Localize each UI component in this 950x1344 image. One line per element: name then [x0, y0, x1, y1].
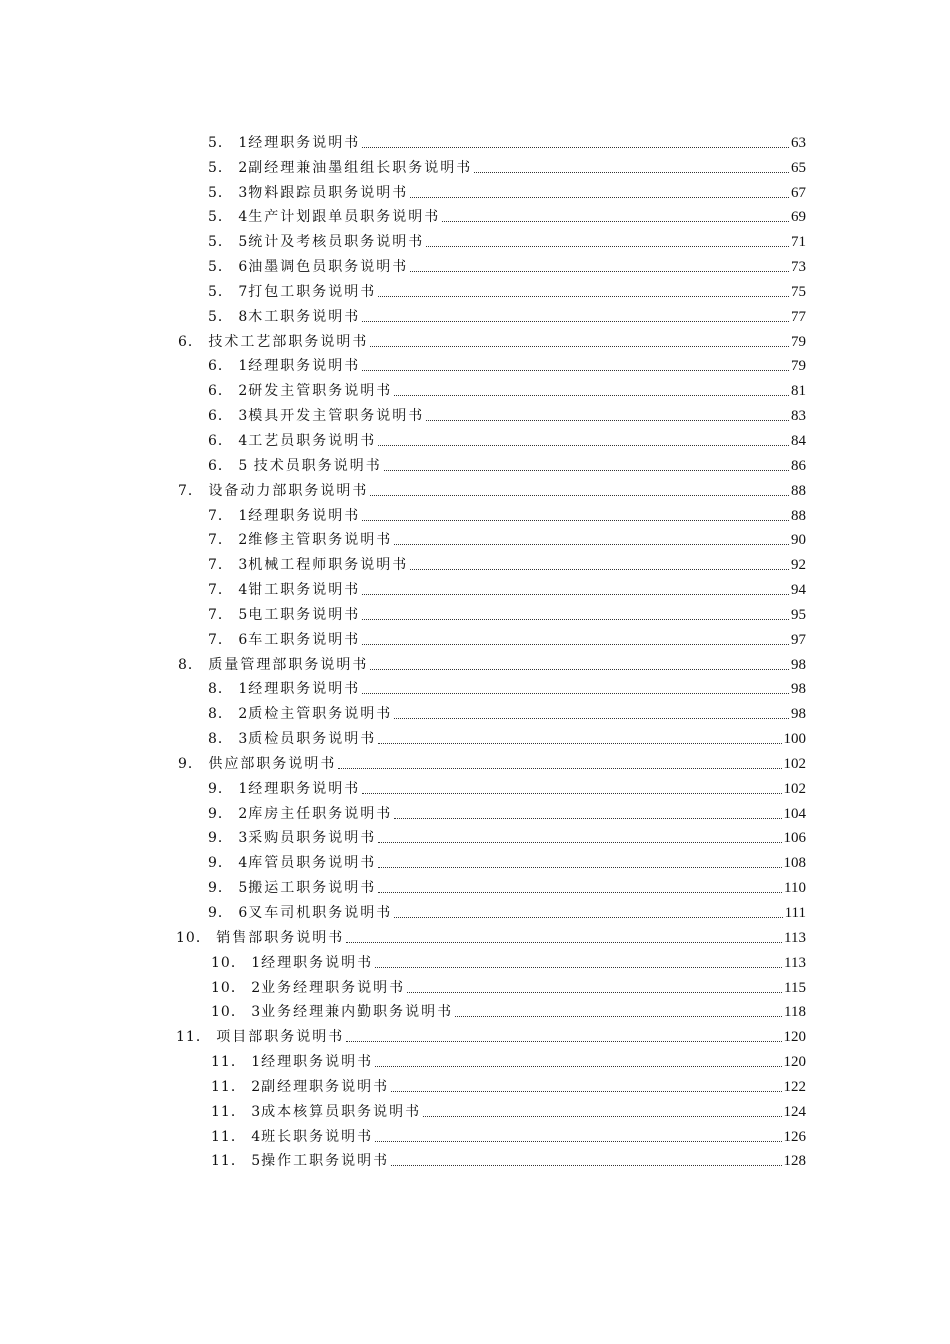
toc-entry-title: 经理职务说明书	[248, 780, 361, 797]
toc-entry-number: 9． 3	[208, 830, 249, 847]
toc-entry[interactable]	[0, 475, 950, 500]
toc-entry-title: 质检主管职务说明书	[248, 706, 393, 723]
toc-entry-page: 98	[791, 656, 806, 673]
toc-entry[interactable]	[0, 326, 950, 351]
toc-entry-page: 92	[791, 557, 806, 574]
toc-entry-number: 9． 2	[208, 805, 249, 822]
toc-entry-number: 10．	[176, 929, 217, 946]
toc-entry-title: 副经理兼油墨组组长职务说明书	[248, 159, 473, 176]
toc-entry-number: 8． 2	[208, 706, 249, 723]
toc-entry-title: 车工职务说明书	[248, 631, 361, 648]
toc-entry-number: 11． 2	[211, 1078, 262, 1095]
toc-entry-page: 97	[791, 631, 806, 648]
toc-entry-page: 79	[791, 358, 806, 375]
toc-entry-page: 90	[791, 532, 806, 549]
toc-entry-number: 9． 1	[208, 780, 249, 797]
toc-entry[interactable]	[0, 1071, 950, 1096]
toc-entry-page: 84	[791, 432, 806, 449]
toc-entry-title: 班长职务说明书	[261, 1128, 374, 1145]
toc-entry-page: 126	[783, 1128, 806, 1145]
toc-entry-title: 经理职务说明书	[248, 507, 361, 524]
toc-dot-leader	[391, 1091, 781, 1092]
toc-dot-leader	[346, 942, 782, 943]
toc-dot-leader	[423, 1116, 781, 1117]
toc-entry-title: 质量管理部职务说明书	[208, 656, 369, 673]
toc-dot-leader	[384, 470, 789, 471]
toc-entry-title: 模具开发主管职务说明书	[248, 408, 425, 425]
toc-entry-title: 工艺员职务说明书	[248, 432, 377, 449]
toc-entry[interactable]	[0, 251, 950, 276]
table-of-contents	[0, 127, 950, 1170]
toc-dot-leader	[394, 917, 782, 918]
toc-entry-page: 98	[791, 706, 806, 723]
toc-entry-title: 机械工程师职务说明书	[248, 557, 409, 574]
toc-entry[interactable]	[0, 599, 950, 624]
toc-entry-number: 10． 3	[211, 1004, 262, 1021]
toc-dot-leader	[370, 669, 789, 670]
toc-dot-leader	[394, 818, 781, 819]
toc-entry[interactable]	[0, 773, 950, 798]
toc-dot-leader	[375, 1141, 781, 1142]
toc-dot-leader	[442, 221, 789, 222]
toc-entry-page: 75	[791, 283, 806, 300]
toc-entry-number: 5． 6	[208, 259, 249, 276]
toc-entry-title: 叉车司机职务说明书	[248, 905, 393, 921]
toc-entry-page: 100	[783, 731, 806, 748]
toc-entry[interactable]	[0, 674, 950, 699]
toc-entry-title: 油墨调色员职务说明书	[248, 259, 409, 276]
toc-entry-number: 6．	[178, 333, 209, 350]
toc-entry[interactable]	[0, 872, 950, 897]
toc-entry-number: 7． 5	[208, 606, 249, 623]
toc-entry[interactable]	[0, 723, 950, 748]
toc-entry[interactable]	[0, 375, 950, 400]
toc-entry-number: 9． 4	[208, 855, 249, 872]
toc-dot-leader	[378, 867, 781, 868]
toc-entry-number: 6． 5	[208, 457, 254, 474]
toc-entry-page: 79	[791, 333, 806, 350]
toc-dot-leader	[370, 346, 789, 347]
toc-dot-leader	[378, 892, 782, 893]
toc-entry-number: 5． 2	[208, 159, 249, 176]
toc-entry-title: 经理职务说明书	[261, 954, 374, 971]
toc-entry-title: 经理职务说明书	[248, 134, 361, 151]
toc-entry-page: 69	[791, 209, 806, 226]
toc-entry-title: 库房主任职务说明书	[248, 805, 393, 822]
toc-dot-leader	[375, 1066, 781, 1067]
toc-dot-leader	[375, 967, 782, 968]
toc-entry-page: 118	[784, 1004, 806, 1021]
toc-entry[interactable]	[0, 450, 950, 475]
toc-entry-title: 物料跟踪员职务说明书	[248, 184, 409, 201]
toc-entry[interactable]	[0, 922, 950, 947]
toc-entry[interactable]	[0, 847, 950, 872]
toc-entry-title: 质检员职务说明书	[248, 731, 377, 748]
toc-entry-number: 9．	[178, 755, 209, 772]
toc-entry[interactable]	[0, 698, 950, 723]
toc-entry-number: 7． 4	[208, 582, 249, 599]
toc-dot-leader	[410, 271, 789, 272]
toc-entry[interactable]	[0, 748, 950, 773]
toc-entry-number: 7． 3	[208, 557, 249, 574]
toc-entry-title: 经理职务说明书	[248, 358, 361, 375]
toc-entry-number: 8． 3	[208, 731, 249, 748]
toc-entry-title: 项目部职务说明书	[216, 1029, 345, 1046]
toc-entry-number: 7．	[178, 482, 209, 499]
toc-entry-page: 113	[784, 929, 806, 946]
toc-entry-page: 67	[791, 184, 806, 201]
toc-entry-number: 9． 6	[208, 905, 249, 921]
toc-dot-leader	[378, 743, 781, 744]
toc-entry[interactable]	[0, 1046, 950, 1071]
toc-entry-title: 技术员职务说明书	[253, 457, 382, 474]
toc-dot-leader	[338, 768, 781, 769]
toc-entry-page: 65	[791, 159, 806, 176]
toc-entry-page: 86	[791, 457, 806, 474]
toc-entry-number: 6． 1	[208, 358, 249, 375]
toc-entry-title: 钳工职务说明书	[248, 582, 361, 599]
toc-entry-number: 8． 1	[208, 681, 249, 698]
toc-entry[interactable]	[0, 301, 950, 326]
toc-entry-number: 10． 1	[211, 954, 262, 971]
toc-dot-leader	[362, 321, 789, 322]
toc-entry-page: 128	[783, 1153, 806, 1170]
toc-entry-number: 5． 1	[208, 134, 249, 151]
toc-entry-title: 业务经理职务说明书	[261, 979, 406, 996]
toc-dot-leader	[362, 644, 789, 645]
toc-entry-number: 8．	[178, 656, 209, 673]
toc-dot-leader	[378, 842, 781, 843]
toc-dot-leader	[370, 495, 789, 496]
toc-entry[interactable]	[0, 400, 950, 425]
toc-entry-title: 搬运工职务说明书	[248, 880, 377, 897]
toc-entry-number: 11． 5	[211, 1153, 262, 1170]
toc-dot-leader	[426, 246, 789, 247]
toc-entry-number: 7． 2	[208, 532, 249, 549]
toc-dot-leader	[362, 594, 789, 595]
toc-dot-leader	[362, 370, 789, 371]
toc-entry[interactable]	[0, 525, 950, 550]
toc-entry-number: 7． 1	[208, 507, 249, 524]
toc-entry-title: 维修主管职务说明书	[248, 532, 393, 549]
toc-entry-title: 技术工艺部职务说明书	[208, 333, 369, 350]
toc-entry-page: 110	[784, 880, 806, 897]
toc-entry-page: 83	[791, 408, 806, 425]
toc-dot-leader	[362, 693, 789, 694]
toc-dot-leader	[378, 445, 789, 446]
toc-entry-number: 6． 4	[208, 432, 249, 449]
toc-entry[interactable]	[0, 798, 950, 823]
toc-entry-number: 11． 1	[211, 1054, 262, 1071]
toc-entry-number: 11．	[176, 1029, 217, 1046]
toc-entry-title: 电工职务说明书	[248, 606, 361, 623]
toc-entry[interactable]	[0, 1021, 950, 1046]
toc-entry-number: 6． 2	[208, 383, 249, 400]
toc-dot-leader	[410, 569, 789, 570]
toc-entry-page: 73	[791, 259, 806, 276]
toc-entry[interactable]	[0, 425, 950, 450]
toc-entry-title: 副经理职务说明书	[261, 1078, 390, 1095]
toc-entry[interactable]	[0, 1146, 950, 1171]
toc-entry-number: 5． 8	[208, 308, 249, 325]
toc-dot-leader	[407, 992, 782, 993]
toc-entry-page: 104	[783, 805, 806, 822]
toc-entry[interactable]	[0, 226, 950, 251]
toc-entry-page: 98	[791, 681, 806, 698]
toc-entry-title: 生产计划跟单员职务说明书	[248, 209, 441, 226]
toc-entry-page: 77	[791, 308, 806, 325]
toc-entry[interactable]	[0, 202, 950, 227]
toc-dot-leader	[362, 619, 789, 620]
toc-dot-leader	[362, 520, 789, 521]
toc-entry-title: 研发主管职务说明书	[248, 383, 393, 400]
toc-entry-page: 122	[783, 1078, 806, 1095]
toc-entry-number: 5． 5	[208, 234, 249, 251]
toc-entry[interactable]	[0, 152, 950, 177]
toc-entry-title: 木工职务说明书	[248, 308, 361, 325]
toc-entry[interactable]	[0, 972, 950, 997]
toc-entry-page: 81	[791, 383, 806, 400]
toc-entry-title: 经理职务说明书	[261, 1054, 374, 1071]
toc-entry[interactable]	[0, 624, 950, 649]
toc-dot-leader	[410, 197, 789, 198]
toc-entry-page: 95	[791, 606, 806, 623]
toc-dot-leader	[455, 1016, 782, 1017]
toc-dot-leader	[362, 147, 789, 148]
toc-entry-page: 102	[783, 755, 806, 772]
toc-entry[interactable]	[0, 897, 950, 922]
toc-dot-leader	[391, 1165, 781, 1166]
toc-entry-number: 11． 3	[211, 1103, 262, 1120]
toc-entry-title: 统计及考核员职务说明书	[248, 234, 425, 251]
toc-entry-number: 7． 6	[208, 631, 249, 648]
toc-entry[interactable]	[0, 997, 950, 1022]
toc-entry[interactable]	[0, 823, 950, 848]
toc-entry-page: 88	[791, 482, 806, 499]
toc-entry[interactable]	[0, 574, 950, 599]
toc-entry-number: 5． 7	[208, 283, 249, 300]
toc-entry-page: 71	[791, 234, 806, 251]
toc-entry-title: 操作工职务说明书	[261, 1153, 390, 1170]
toc-entry[interactable]	[0, 177, 950, 202]
toc-entry-page: 108	[783, 855, 806, 872]
toc-dot-leader	[378, 296, 789, 297]
toc-entry-title: 打包工职务说明书	[248, 283, 377, 300]
toc-entry-title: 供应部职务说明书	[208, 755, 337, 772]
toc-entry-page: 102	[783, 780, 806, 797]
toc-entry-page: 115	[784, 979, 806, 996]
toc-entry-page: 113	[784, 954, 806, 971]
toc-entry[interactable]	[0, 351, 950, 376]
toc-entry[interactable]	[0, 276, 950, 301]
toc-entry-page: 106	[783, 830, 806, 847]
toc-dot-leader	[346, 1041, 781, 1042]
toc-entry-title: 销售部职务说明书	[216, 929, 345, 946]
toc-entry-title: 业务经理兼内勤职务说明书	[261, 1004, 454, 1021]
toc-entry[interactable]	[0, 1121, 950, 1146]
toc-entry-page: 94	[791, 582, 806, 599]
toc-entry-page: 111	[784, 905, 806, 921]
toc-entry-page: 120	[783, 1029, 806, 1046]
toc-entry[interactable]	[0, 947, 950, 972]
toc-entry[interactable]	[0, 649, 950, 674]
toc-entry-number: 5． 3	[208, 184, 249, 201]
toc-entry[interactable]	[0, 127, 950, 152]
toc-dot-leader	[362, 793, 781, 794]
toc-dot-leader	[394, 544, 789, 545]
toc-entry[interactable]	[0, 1096, 950, 1121]
toc-entry-page: 88	[791, 507, 806, 524]
toc-entry-number: 11． 4	[211, 1128, 262, 1145]
toc-entry-title: 成本核算员职务说明书	[261, 1103, 422, 1120]
toc-dot-leader	[394, 395, 789, 396]
toc-entry-title: 采购员职务说明书	[248, 830, 377, 847]
toc-entry-page: 63	[791, 134, 806, 151]
toc-entry-title: 设备动力部职务说明书	[208, 482, 369, 499]
toc-entry-page: 120	[783, 1054, 806, 1071]
toc-dot-leader	[394, 718, 789, 719]
toc-dot-leader	[474, 172, 789, 173]
toc-entry[interactable]	[0, 549, 950, 574]
toc-entry-page: 124	[783, 1103, 806, 1120]
toc-entry-title: 库管员职务说明书	[248, 855, 377, 872]
toc-dot-leader	[426, 420, 789, 421]
toc-entry-number: 10． 2	[211, 979, 262, 996]
toc-entry-number: 5． 4	[208, 209, 249, 226]
toc-entry-number: 9． 5	[208, 880, 249, 897]
toc-entry-number: 6． 3	[208, 408, 249, 425]
toc-entry-title: 经理职务说明书	[248, 681, 361, 698]
toc-entry[interactable]	[0, 500, 950, 525]
